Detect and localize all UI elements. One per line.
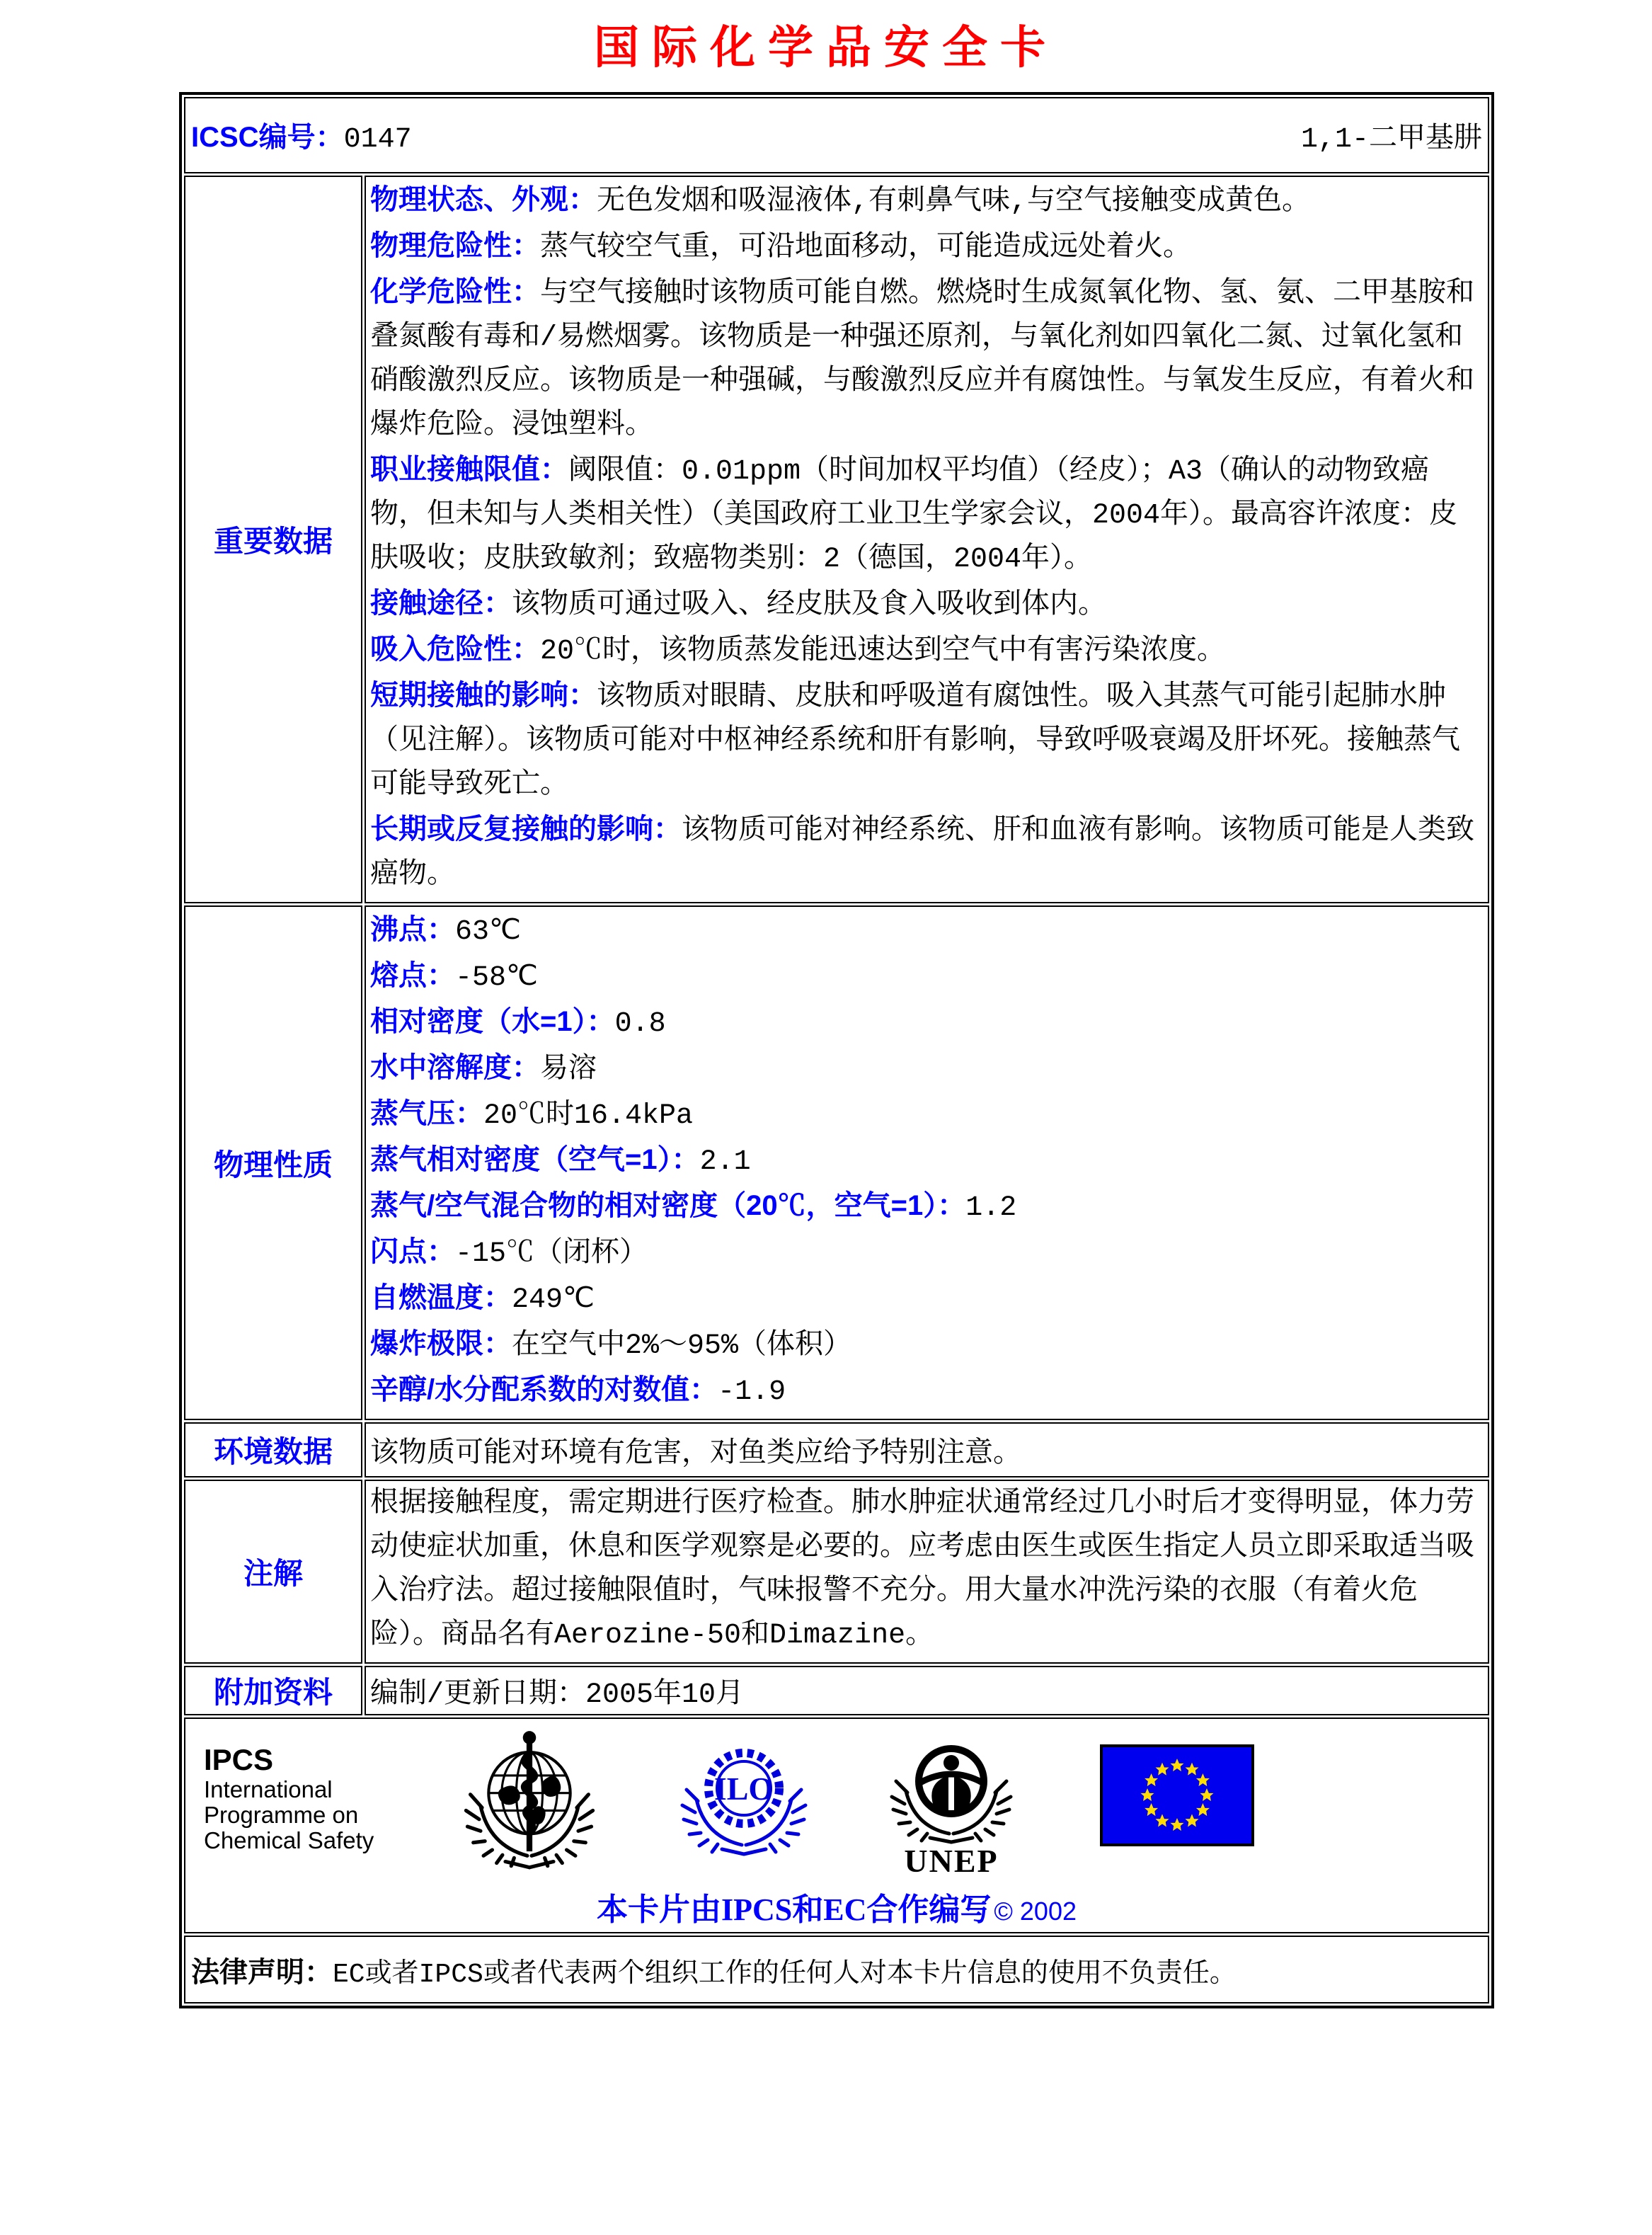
important-item-long-term-effects: 长期或反复接触的影响：该物质可能对神经系统、肝和血液有影响。该物质可能是人类致癌物。 [370, 813, 1474, 891]
legal-notice-text: EC或者IPCS或者代表两个组织工作的任何人对本卡片信息的使用不负责任。 [333, 1959, 1237, 1990]
ipcs-logo-text: IPCS International Programme on Chemical Safety [204, 1743, 416, 1853]
important-item-exposure-routes: 接触途径：该物质可通过吸入、经皮肤及食入吸收到体内。 [370, 588, 1106, 622]
prop-vapor-air-mixture-density: 蒸气/空气混合物的相对密度（20℃，空气=1）：1.2 [370, 1190, 1017, 1224]
update-date-value: 2005年10月 [585, 1679, 745, 1711]
prop-octanol-water-partition: 辛醇/水分配系数的对数值：-1.9 [370, 1374, 786, 1408]
additional-info-row [184, 1666, 1489, 1715]
prop-explosive-limits: 爆炸极限：在空气中2%～95%（体积） [370, 1328, 852, 1362]
ipcs-acronym: IPCS [204, 1743, 274, 1776]
icsc-number-group [191, 115, 412, 156]
copyright-text: © 2002 [994, 1897, 1077, 1926]
icsc-card-table [179, 92, 1494, 2008]
prop-vapor-pressure: 蒸气压：20℃时16.4kPa [370, 1098, 694, 1132]
important-item-chemical-danger: 化学危险性：与空气接触时该物质可能自燃。燃烧时生成氮氧化物、氢、氨、二甲基胺和叠氮酸有毒和/易燃烟雾。该物质是一种强还原剂，与氧化剂如四氧化二氮、过氧化氢和硝酸激烈反应。该物质是一种强碱，与酸激烈反应并有腐蚀性。与氧发生反应，有着火和爆炸危险。浸蚀塑料。 [370, 276, 1474, 442]
important-item-short-term-effects: 短期接触的影响：该物质对眼睛、皮肤和呼吸道有腐蚀性。吸入其蒸气可能引起肺水肿（见注解）。该物质可能对中枢神经系统和肝有影响，导致呼吸衰竭及肝坏死。接触蒸气可能导致死亡。 [370, 680, 1460, 801]
prop-water-solubility: 水中溶解度：易溶 [370, 1052, 597, 1086]
prop-flash-point: 闪点：-15℃（闭杯） [370, 1236, 648, 1270]
credit-text: 本卡片由IPCS和EC合作编写 [597, 1892, 992, 1927]
legal-notice-label: 法律声明： [191, 1956, 333, 1988]
page-title: 国际化学品安全卡 [594, 22, 1058, 73]
notes-row [184, 1480, 1489, 1664]
logos-row [184, 1717, 1489, 1933]
section-label-environmental-data: 环境数据 [213, 1435, 333, 1468]
important-item-physical-state: 物理状态、外观：无色发烟和吸湿液体,有刺鼻气味,与空气接触变成黄色。 [370, 184, 1311, 218]
legal-notice-row [184, 1936, 1489, 2004]
environmental-data-text: 该物质可能对环境有危害，对鱼类应给予特别注意。 [370, 1439, 1021, 1470]
section-label-physical-properties: 物理性质 [213, 1148, 333, 1182]
prop-autoignition-temperature: 自燃温度：249℃ [370, 1282, 595, 1316]
unep-logo-icon [889, 1730, 1014, 1880]
important-item-physical-danger: 物理危险性：蒸气较空气重，可沿地面移动，可能造成远处着火。 [370, 230, 1191, 264]
ilo-logo-letters: ILO [713, 1771, 774, 1807]
prop-boiling-point: 沸点：63℃ [370, 914, 521, 948]
prop-vapor-relative-density: 蒸气相对密度（空气=1）：2.1 [370, 1144, 751, 1178]
substance-name: 1,1-二甲基肼 [1300, 124, 1482, 156]
important-item-occupational-limits: 职业接触限值：阈限值：0.01ppm（时间加权平均值）（经皮）；A3（确认的动物致癌物，但未知与人类相关性）（美国政府工业卫生学家会议，2004年）。最高容许浓度：皮肤吸收；皮肤致敏剂；致癌物类别：2（德国，2004年）。 [370, 454, 1458, 576]
section-label-notes: 注解 [243, 1557, 303, 1590]
icsc-number-label: ICSC编号： [191, 122, 344, 153]
environmental-data-row [184, 1422, 1489, 1477]
important-item-inhalation-risk: 吸入危险性：20℃时，该物质蒸发能迅速达到空气中有害污染浓度。 [370, 634, 1226, 668]
important-data-row [184, 176, 1489, 903]
ilo-logo-icon [678, 1733, 810, 1864]
physical-properties-row [184, 905, 1489, 1420]
notes-text: 根据接触程度，需定期进行医疗检查。肺水肿症状通常经过几小时后才变得明显，体力劳动使症状加重，休息和医学观察是必要的。应考虑由医生或医生指定人员立即采取适当吸入治疗法。超过接触限值时，气味报警不充分。用大量水冲洗污染的衣服（有着火危险）。商品名有Aerozine-50和Dimazine。 [370, 1488, 1474, 1652]
section-label-important-data: 重要数据 [213, 525, 333, 558]
section-label-additional-info: 附加资料 [213, 1676, 333, 1709]
prop-melting-point: 熔点：-58℃ [370, 960, 538, 994]
credit-line [185, 1884, 1488, 1929]
prop-relative-density: 相对密度（水=1）：0.8 [370, 1006, 666, 1040]
eu-flag-icon [1100, 1744, 1254, 1850]
unep-logo-letters: UNEP [904, 1843, 999, 1876]
who-logo-icon [460, 1727, 599, 1877]
icsc-number-value: 0147 [343, 124, 412, 156]
header-row [184, 97, 1489, 173]
update-date-label: 编制/更新日期： [370, 1679, 586, 1711]
